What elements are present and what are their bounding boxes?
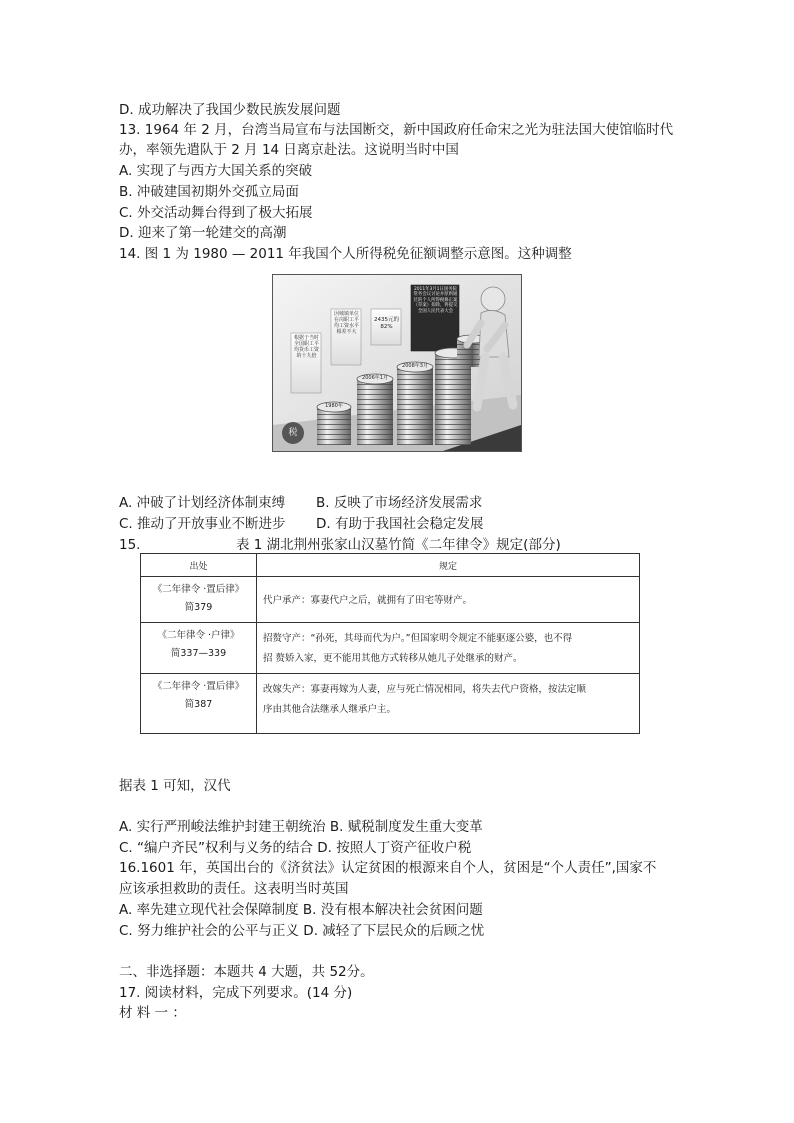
row2-rule-line1: 招赘守产：“孙死，其母而代为户。”但国家明令规定不能驱逐公婆，也不得	[263, 633, 573, 644]
row3-rule-line1: 改嫁失产：寡妻再嫁为人妻，应与死亡情况相同，将失去代户资格，按法定顺	[263, 684, 587, 695]
q16-stem-line1: 16.1601 年，英国出台的《济贫法》认定贫困的根源来自个人，贫困是“个人责任”,国家不	[119, 860, 657, 876]
law-table	[140, 553, 640, 734]
table-header-rule: 规定	[257, 554, 640, 577]
row2-slip: 简337—339	[170, 648, 227, 659]
q14-option-b: B. 反映了市场经济发展需求	[316, 495, 483, 511]
q14-stem: 14. 图 1 为 1980 — 2011 年我国个人所得税免征额调整示意图。这种调整	[119, 246, 572, 262]
table-row	[141, 623, 640, 674]
panel-3-text: 2435元的82%	[374, 317, 399, 330]
coin-stack-1980	[317, 407, 351, 445]
q13-option-a: A. 实现了与西方大国关系的突破	[119, 163, 313, 179]
part2-heading: 二、非选择题：本题共 4 大题，共 52分。	[119, 964, 374, 980]
coin-label-1980: 1980年	[325, 403, 343, 409]
q13-option-d: D. 迎来了第一轮建交的高潮	[119, 225, 287, 241]
material-one-label: 材 料 一 ：	[119, 1005, 186, 1021]
q15-options-ab: A. 实行严刑峻法维护封建王朝统治 B. 赋税制度发生重大变革	[119, 819, 483, 835]
q16-stem-line2: 应该承担救助的责任。这表明当时英国	[119, 881, 349, 897]
table-row	[141, 577, 640, 623]
row3-source: 《二年律令 ·置后律》	[152, 681, 245, 692]
panel-1-text: 根据于当时全国职工平均货币工资的十九倍	[293, 335, 319, 359]
q13-stem-line1: 13. 1964 年 2 月，台湾当局宣布与法国断交，新中国政府任命宋之光为驻法国大使馆临时代	[119, 122, 674, 138]
tax-threshold-illustration	[273, 275, 521, 451]
panel-4-text: 2011年3月1日国务院常务会议讨论并原则通过的个人所得税修正案（草案）扣除，将提交全国人民代表大会	[413, 287, 458, 314]
q15-number: 15.	[119, 537, 141, 553]
row3-slip: 简387	[184, 699, 213, 710]
coin-stack-2008	[397, 367, 433, 445]
q16-options-ab: A. 率先建立现代社会保障制度 B. 没有根本解决社会贫困问题	[119, 902, 483, 918]
q14-option-a: A. 冲破了计划经济体制束缚	[119, 495, 286, 511]
row2-source: 《二年律令 ·户律》	[157, 630, 240, 641]
q12-option-d: D. 成功解决了我国少数民族发展问题	[119, 102, 341, 118]
row1-rule: 代户承产：寡妻代户之后，就拥有了田宅等财产。	[263, 594, 473, 606]
q16-options-cd: C. 努力维护社会的公平与正义 D. 减轻了下层民众的后顾之忧	[119, 923, 485, 939]
panel-2-text: 因城镇单位在岗职工平均工资水平相差不大	[333, 311, 359, 335]
table-caption: 表 1 湖北荆州张家山汉墓竹简《二年律令》规定(部分)	[236, 537, 561, 553]
coin-label-2006: 2006年1月	[362, 375, 388, 381]
q13-stem-line2: 办，率领先遣队于 2 月 14 日离京赴法。这说明当时中国	[119, 142, 459, 158]
q14-option-d: D. 有助于我国社会稳定发展	[316, 516, 484, 532]
q17-stem: 17. 阅读材料，完成下列要求。(14 分)	[119, 985, 353, 1001]
coin-stack-2006	[357, 379, 393, 445]
q15-stem: 据表 1 可知，汉代	[119, 778, 231, 794]
coin-label-2008: 2008年3月	[402, 363, 428, 369]
q13-option-b: B. 冲破建国初期外交孤立局面	[119, 184, 299, 200]
stamp-text: 税	[288, 428, 298, 438]
table-row	[141, 674, 640, 734]
row2-rule-line2: 招 赘娇入家，更不能用其他方式转移从她儿子处继承的财产。	[263, 653, 523, 664]
tax-threshold-figure	[272, 274, 522, 452]
row1-slip: 简379	[184, 602, 213, 613]
q14-option-c: C. 推动了开放事业不断进步	[119, 516, 286, 532]
q15-options-cd: C. “编户齐民”权利与义务的结合 D. 按照人丁资产征收户税	[119, 840, 472, 856]
row3-rule-line2: 序由其他合法继承人继承户主。	[263, 704, 397, 715]
table-header-source: 出处	[141, 554, 257, 577]
q13-option-c: C. 外交活动舞台得到了极大拓展	[119, 205, 313, 221]
row1-source: 《二年律令 ·置后律》	[152, 584, 245, 595]
